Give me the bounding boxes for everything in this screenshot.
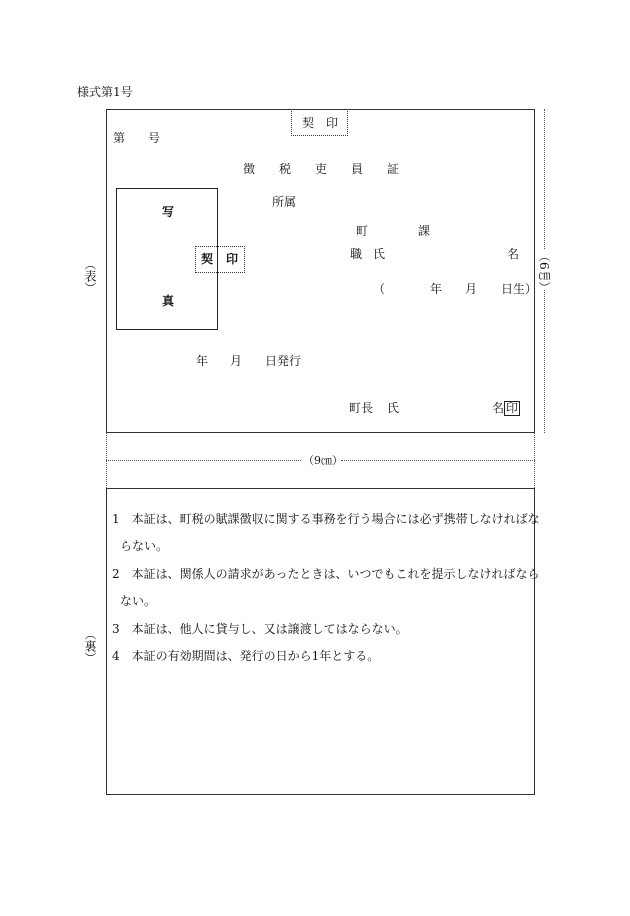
seal-top-label (302, 117, 338, 129)
back-item-3-text: 本証は、他人に貸与し、又は譲渡してはならない。 (131, 622, 408, 636)
back-item-1-text: 本証は、町税の賦課徴収に関する事務を行う場合には必ず携帯しなければな (131, 512, 540, 526)
affiliation-label: 所属 (272, 195, 297, 209)
seal-middle-char1: 契 (201, 252, 214, 266)
front-side-label: （表） (83, 258, 97, 294)
back-item-1 (112, 513, 540, 525)
back-item-2 (112, 568, 540, 580)
height-guide-top (544, 109, 545, 249)
position-label: 職 (350, 247, 363, 261)
back-item-4-text: 本証の有効期間は、発行の日から1年とする。 (131, 649, 380, 663)
birth-year: 年 (430, 282, 443, 296)
town-label: 町 (356, 224, 369, 238)
height-guide-bottom (544, 290, 545, 433)
mayor-name-char: 名 (492, 401, 505, 415)
height-dimension-label: （6㎝） (537, 250, 551, 294)
back-item-3 (112, 623, 408, 635)
mayor-name-label: 氏 (387, 401, 400, 415)
photo-label-1: 写 (162, 205, 175, 219)
seal-top-char1: 契 (302, 116, 315, 130)
width-line-left (106, 460, 301, 461)
card-number-prefix: 第 (113, 131, 126, 145)
back-item-1-cont: らない。 (120, 539, 169, 553)
form-label: 様式第1号 (77, 85, 133, 99)
card-number-suffix: 号 (148, 131, 161, 145)
issued-year: 年 (196, 354, 209, 368)
photo-label-2: 真 (162, 294, 175, 308)
back-item-2-text: 本証は、関係人の請求があったときは、いつでもこれを提示しなければなら (131, 567, 540, 581)
card-title: 徴 税 吏 員 証 (243, 162, 400, 176)
back-item-4-num: 4 (112, 649, 120, 663)
back-item-2-num: 2 (112, 567, 120, 581)
seal-middle-char2: 印 (226, 252, 239, 266)
mayor-seal-stamp: 印 (506, 401, 519, 415)
birth-paren-open: （ (373, 282, 386, 296)
name-label: 氏 (373, 247, 386, 261)
card-back (106, 488, 535, 795)
width-line-right (341, 460, 535, 461)
mayor-name-suffix (492, 401, 520, 416)
back-item-3-num: 3 (112, 622, 120, 636)
back-item-4 (112, 650, 379, 662)
issued-month: 月 (230, 354, 243, 368)
width-dimension-label: （9㎝） (303, 454, 343, 467)
mayor-title: 町長 (349, 401, 374, 415)
name-suffix: 名 (507, 247, 520, 261)
back-item-2-cont: ない。 (120, 594, 157, 608)
section-label: 課 (418, 224, 431, 238)
seal-top-char2: 印 (326, 116, 339, 130)
issued-day: 日発行 (265, 354, 302, 368)
birth-day: 日生） (501, 282, 538, 296)
back-item-1-num: 1 (112, 512, 120, 526)
birth-month: 月 (465, 282, 478, 296)
back-side-label: （裏） (83, 628, 97, 664)
